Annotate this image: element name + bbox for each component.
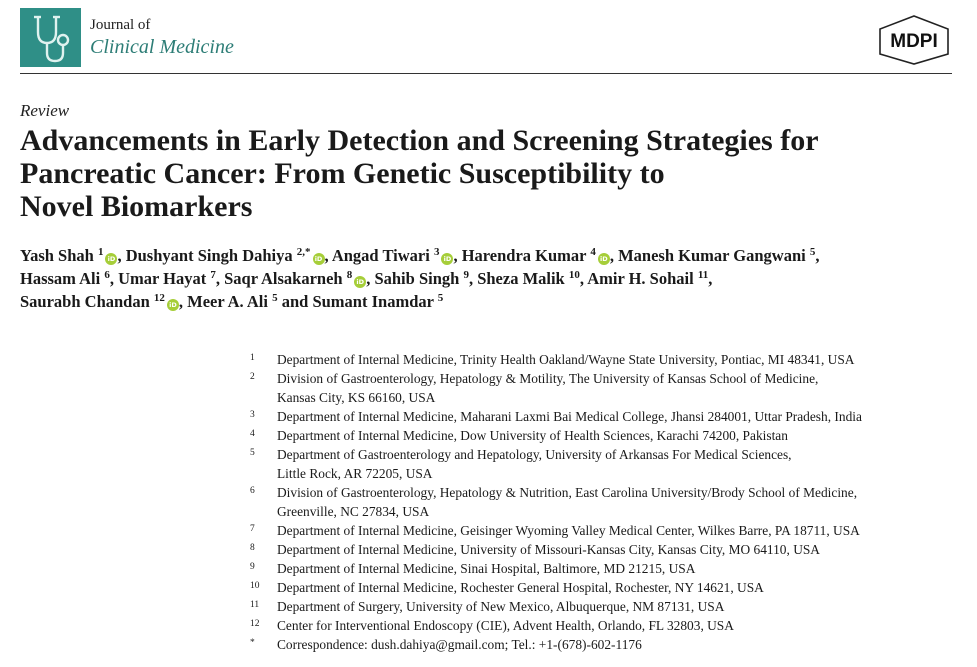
author-affiliation-ref: 4: [590, 246, 596, 258]
affiliation-item: [250, 521, 970, 540]
affiliation-text: Division of Gastroenterology, Hepatology & Nutrition, East Carolina University/Brody School of Medicine,: [277, 485, 858, 500]
author-name: Sahib Singh: [374, 269, 460, 288]
author-name: Meer A. Ali: [187, 292, 268, 311]
affiliation-text: Department of Internal Medicine, Sinai Hospital, Baltimore, MD 21215, USA: [277, 561, 696, 576]
author-name: Sheza Malik: [477, 269, 565, 288]
author-name: Sumant Inamdar: [312, 292, 434, 311]
affiliation-number: 7: [250, 524, 255, 534]
affiliation-number: 11: [250, 600, 260, 610]
article-type: Review: [20, 101, 70, 120]
author: [118, 269, 216, 288]
affiliation-number: 1: [250, 353, 255, 363]
journal-prefix: Journal of: [90, 17, 151, 33]
affiliation-text: Department of Internal Medicine, Maharani Laxmi Bai Medical College, Jhansi 284001, Uttar Pradesh, India: [277, 409, 862, 424]
author-affiliation-ref: 6: [104, 269, 110, 281]
stethoscope-icon: [20, 8, 81, 67]
header-divider: [20, 73, 952, 74]
affiliation-number: 2: [250, 372, 255, 382]
orcid-icon[interactable]: iD: [167, 299, 179, 311]
affiliation-item: [250, 350, 970, 369]
author-list: [20, 244, 970, 313]
author-name: Umar Hayat: [118, 269, 207, 288]
orcid-icon[interactable]: iD: [598, 253, 610, 265]
author: [374, 269, 468, 288]
author-name: Saqr Alsakarneh: [224, 269, 343, 288]
affiliation-number: 9: [250, 562, 255, 572]
author-name: Yash Shah: [20, 246, 94, 265]
author-affiliation-ref: 3: [433, 246, 440, 258]
author: [20, 246, 117, 265]
title-line: Pancreatic Cancer: From Genetic Susceptibility to: [20, 157, 665, 190]
mdpi-logo-text: MDPI: [890, 31, 938, 52]
affiliation-item: [250, 616, 970, 635]
affiliation-text: Department of Internal Medicine, Dow University of Health Sciences, Karachi 74200, Pakistan: [277, 428, 788, 443]
author-affiliation-ref: 8: [346, 269, 353, 281]
author-affiliation-ref: 1: [97, 246, 104, 258]
title-line: Advancements in Early Detection and Screening Strategies for: [20, 124, 819, 157]
affiliation-text: Department of Internal Medicine, Trinity Health Oakland/Wayne State University, Pontiac, MI 48341, USA: [277, 352, 855, 367]
affiliation-item: [250, 597, 970, 616]
affiliation-text: Department of Internal Medicine, Rochester General Hospital, Rochester, NY 14621, USA: [277, 580, 764, 595]
author-name: Harendra Kumar: [461, 246, 587, 265]
affiliation-number: 8: [250, 543, 255, 553]
affiliation-item: [250, 426, 970, 445]
affiliation-number: 6: [250, 486, 255, 496]
orcid-icon[interactable]: iD: [105, 253, 117, 265]
author-line: Yash Shah $^1$iD , Dushyant Singh Dahiya $^{2,*}$iD , Angad Tiwari $^3$iD , Harendra Kumar $^4$iD , Manesh Kumar Gangwani $^5$,: [20, 246, 820, 265]
affiliation-text: Department of Internal Medicine, University of Missouri-Kansas City, Kansas City, MO 64110, USA: [277, 542, 820, 557]
affiliation-text: Division of Gastroenterology, Hepatology & Motility, The University of Kansas School of Medicine,: [277, 371, 819, 386]
affiliation-number: 12: [250, 619, 260, 629]
affiliation-item: [250, 635, 970, 654]
affiliation-item: [250, 445, 970, 483]
author-affiliation-ref: 5: [272, 292, 278, 304]
affiliation-text: Department of Surgery, University of New Mexico, Albuquerque, NM 87131, USA: [277, 599, 725, 614]
author-name: Saurabh Chandan: [20, 292, 150, 311]
author-affiliation-ref: 5: [809, 246, 816, 258]
affiliation-number: 5: [250, 448, 255, 458]
affiliation-text: Department of Gastroenterology and Hepatology, University of Arkansas For Medical Sciences,: [277, 447, 792, 462]
affiliation-item: [250, 483, 970, 521]
affiliation-list: [250, 350, 970, 654]
author: [332, 246, 454, 265]
author: [312, 292, 443, 311]
author: [20, 269, 110, 288]
author: [477, 269, 580, 288]
affiliation-number: 10: [250, 581, 260, 591]
affiliation-number: 4: [250, 429, 255, 439]
affiliation-item: [250, 540, 970, 559]
affiliation-text: Greenville, NC 27834, USA: [277, 504, 430, 519]
mdpi-logo[interactable]: [876, 14, 952, 66]
author-name: Amir H. Sohail: [587, 269, 694, 288]
affiliation-text: Correspondence: dush.dahiya@gmail.com; Tel.: +1-(678)-602-1176: [277, 637, 642, 652]
orcid-icon[interactable]: iD: [354, 276, 366, 288]
affiliation-text: Kansas City, KS 66160, USA: [277, 390, 436, 405]
journal-name: Clinical Medicine: [90, 36, 234, 58]
author-line: Hassam Ali $^6$, Umar Hayat $^7$, Saqr Alsakarneh $^8$iD , Sahib Singh $^9$, Sheza Malik $^{10}$, Amir H. Sohail $^{11}$,: [20, 269, 713, 288]
affiliation-text: Department of Internal Medicine, Geisinger Wyoming Valley Medical Center, Wilkes Barre, PA 18711, USA: [277, 523, 860, 538]
affiliation-item: [250, 578, 970, 597]
author-affiliation-ref: 10: [568, 269, 580, 281]
author-affiliation-ref: 12: [153, 292, 165, 304]
author: [587, 269, 708, 288]
orcid-icon[interactable]: iD: [441, 253, 453, 265]
orcid-icon[interactable]: iD: [313, 253, 325, 265]
author-line: Saurabh Chandan $^{12}$iD , Meer A. Ali $^5$ and Sumant Inamdar $^5$: [20, 292, 444, 311]
journal-header: [20, 8, 952, 74]
affiliation-number: *: [250, 638, 255, 648]
author-affiliation-ref: 11: [697, 269, 709, 281]
affiliation-item: [250, 369, 970, 407]
author: [224, 269, 366, 288]
author: [126, 246, 325, 265]
affiliation-item: [250, 407, 970, 426]
author-affiliation-ref: 5: [437, 292, 444, 304]
affiliation-item: [250, 559, 970, 578]
author-affiliation-ref: 2,*: [296, 246, 311, 258]
title-line: Novel Biomarkers: [20, 190, 253, 223]
author-name: Hassam Ali: [20, 269, 101, 288]
author-name: Dushyant Singh Dahiya: [125, 246, 293, 265]
affiliation-number: 3: [250, 410, 255, 420]
author: [618, 246, 815, 265]
affiliation-text: Center for Interventional Endoscopy (CIE), Advent Health, Orlando, FL 32803, USA: [277, 618, 734, 633]
author-name: Manesh Kumar Gangwani: [618, 246, 806, 265]
author: [20, 292, 179, 311]
author-name: Angad Tiwari: [331, 246, 430, 265]
author: [462, 246, 610, 265]
article-title: [20, 124, 960, 223]
author-affiliation-ref: 9: [463, 269, 469, 281]
author-affiliation-ref: 7: [210, 269, 216, 281]
affiliation-text: Little Rock, AR 72205, USA: [277, 466, 433, 481]
author: [187, 292, 277, 311]
